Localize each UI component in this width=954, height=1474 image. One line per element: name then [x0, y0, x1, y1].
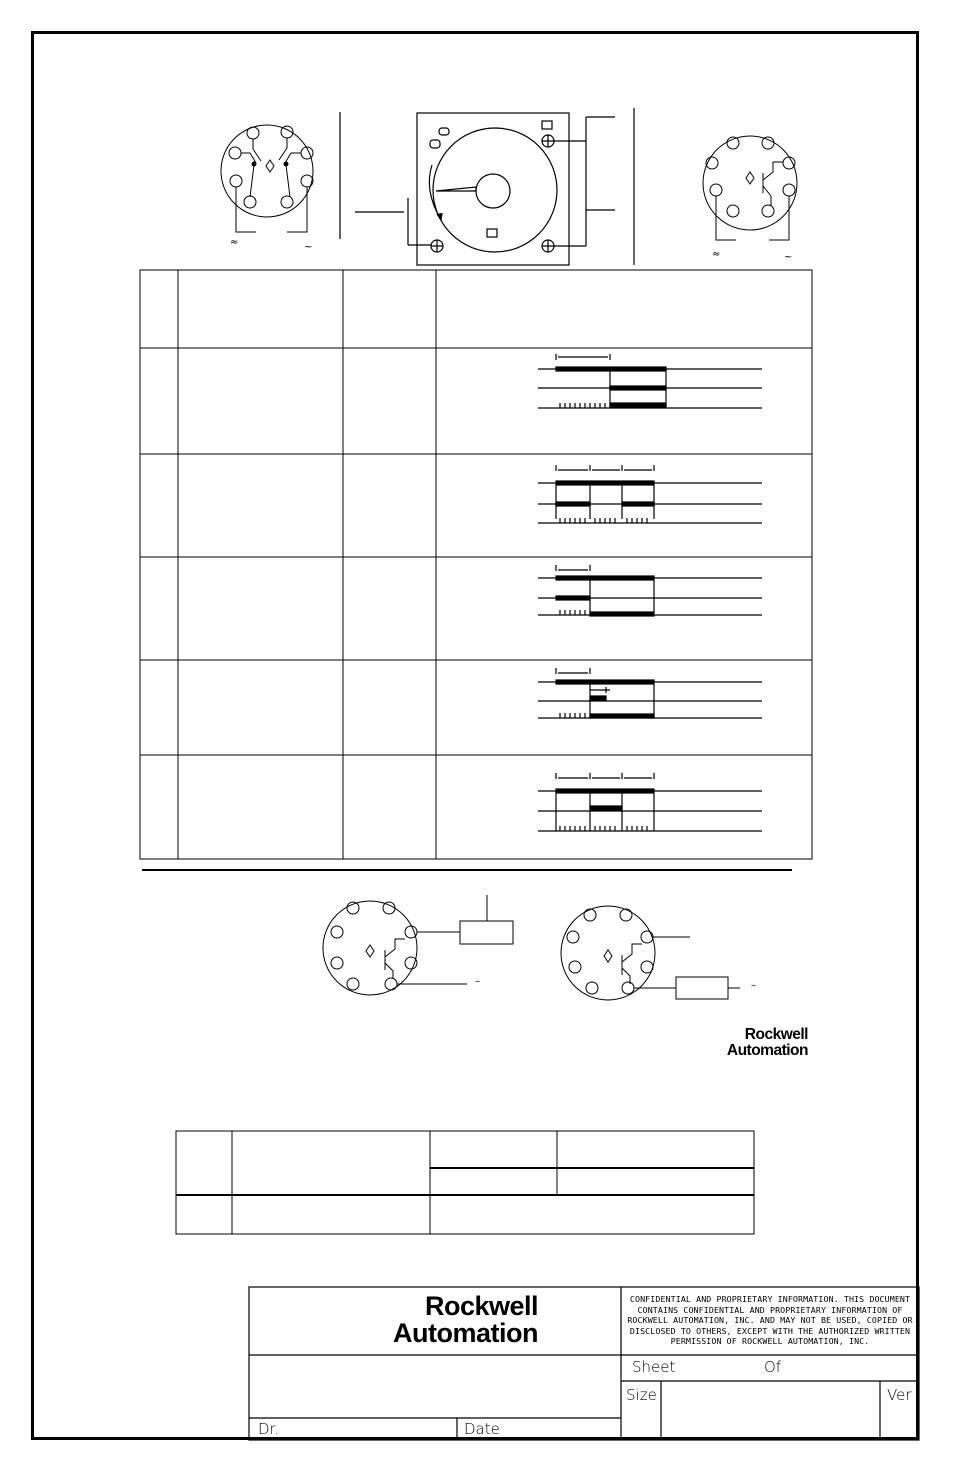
timing-diagram-5 — [538, 773, 762, 831]
ver-label: Ver — [887, 1386, 912, 1404]
logo-large-line1: Rockwell — [424, 1291, 538, 1321]
timer-face-diagram — [355, 113, 615, 265]
sheet-label: Sheet — [632, 1358, 676, 1376]
minus-symbol-2: – — [751, 980, 756, 991]
rockwell-logo-small — [690, 1027, 808, 1058]
drawn-by-label: Dr. — [258, 1420, 280, 1438]
timing-diagram-2 — [538, 465, 762, 523]
logo-large-line2: Automation — [393, 1318, 538, 1348]
socket-diagram-load-right — [561, 906, 740, 1000]
ac-symbol-right-1: ~ — [304, 242, 313, 253]
date-label: Date — [464, 1420, 500, 1438]
confidential-line-5: PERMISSION OF ROCKWELL AUTOMATION, INC. — [670, 1336, 870, 1347]
socket-diagram-relay — [221, 125, 313, 232]
confidential-line-1: CONFIDENTIAL AND PROPRIETARY INFORMATION. THIS DOCUMENT — [629, 1294, 911, 1304]
confidential-notice — [626, 1294, 914, 1347]
timing-diagram-3 — [538, 565, 762, 616]
timing-diagram-4 — [538, 668, 762, 718]
timing-diagram-1 — [538, 354, 762, 408]
socket-diagram-transistor — [703, 136, 797, 240]
ac-symbol-left-2: ≈ — [712, 249, 721, 260]
ac-symbol-right-2: ~ — [784, 252, 793, 263]
minus-symbol-1: – — [475, 976, 480, 987]
rockwell-logo-large — [330, 1293, 538, 1347]
confidential-line-2: CONTAINS CONFIDENTIAL AND PROPRIETARY INFORMATION OF — [637, 1304, 903, 1315]
revision-table — [176, 1131, 754, 1234]
ac-symbol-left-1: ≈ — [230, 237, 239, 248]
of-label: Of — [764, 1358, 782, 1376]
function-table — [140, 270, 812, 859]
socket-diagram-load-left — [323, 895, 513, 995]
confidential-line-4: DISCLOSED TO OTHERS, EXCEPT WITH THE AUTHORIZED WRITTEN — [629, 1325, 911, 1336]
confidential-line-3: ROCKWELL AUTOMATION, INC. AND MAY NOT BE USED, COPIED OR — [627, 1315, 913, 1326]
logo-small-line1: Rockwell — [744, 1026, 808, 1043]
logo-small-line2: Automation — [726, 1041, 808, 1059]
size-label: Size — [626, 1386, 657, 1404]
